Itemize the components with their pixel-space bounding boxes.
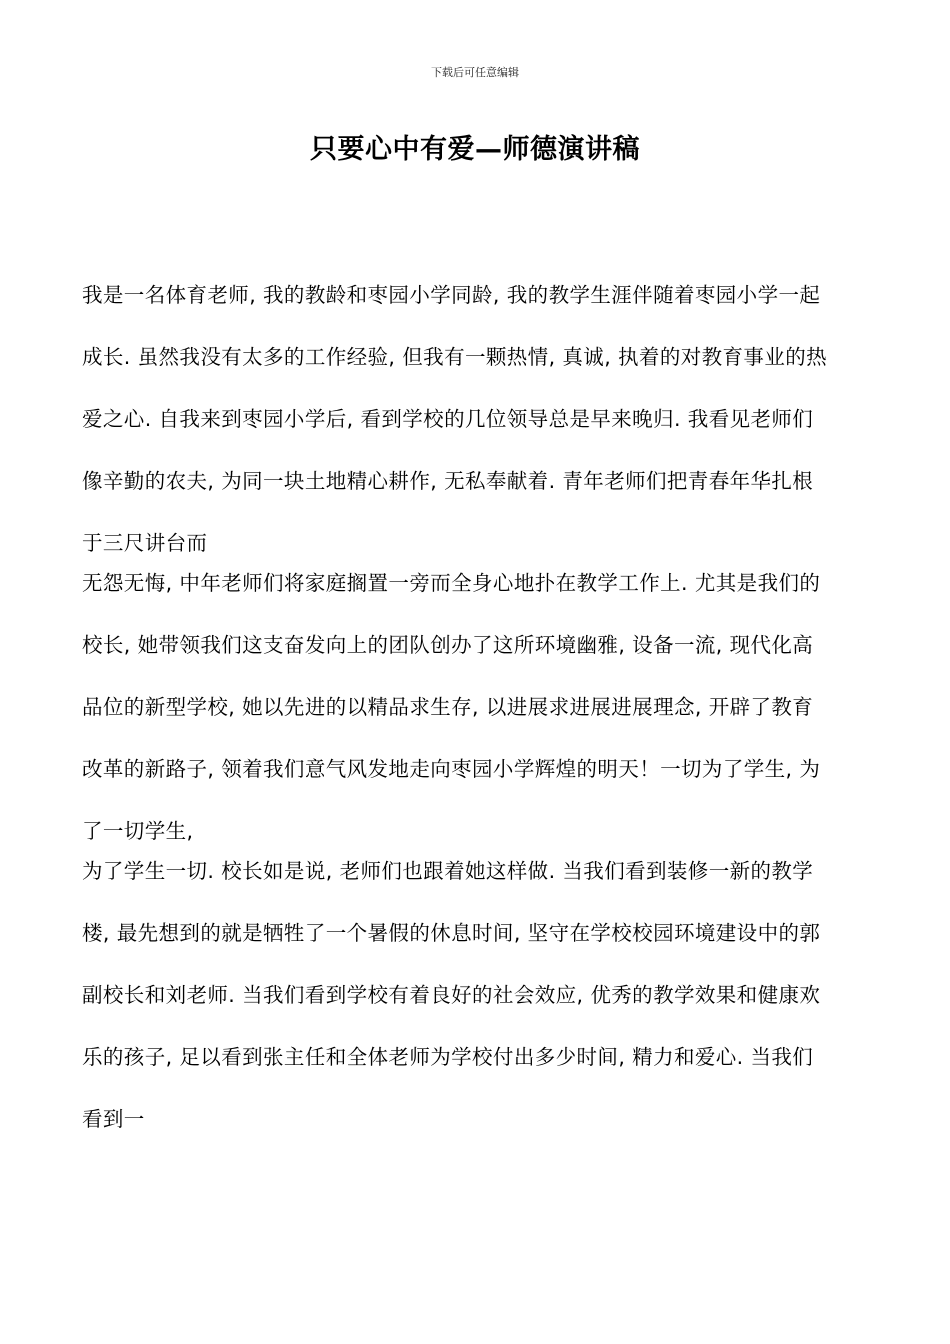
- text-line: 无怨无悔, 中年老师们将家庭搁置一旁而全身心地扑在教学工作上. 尤其是我们的: [82, 571, 821, 595]
- text-line: 于三尺讲台而: [82, 531, 208, 555]
- document-title: 只要心中有爱—师德演讲稿: [310, 134, 640, 165]
- text-line: 像辛勤的农夫, 为同一块土地精心耕作, 无私奉献着. 青年老师们把青春年华扎根: [82, 469, 814, 493]
- text-line: 校长, 她带领我们这支奋发向上的团队创办了这所环境幽雅, 设备一流, 现代化高: [82, 633, 814, 657]
- text-line: 我是一名体育老师, 我的教龄和枣园小学同龄, 我的教学生涯伴随着枣园小学一起: [82, 283, 821, 307]
- text-line: 了一切学生,: [82, 819, 194, 843]
- text-line: 成长. 虽然我没有太多的工作经验, 但我有一颗热情, 真诚, 执着的对教育事业的热: [82, 345, 828, 369]
- text-line: 爱之心. 自我来到枣园小学后, 看到学校的几位领导总是早来晚归. 我看见老师们: [82, 407, 814, 431]
- text-line: 副校长和刘老师. 当我们看到学校有着良好的社会效应, 优秀的教学效果和健康欢: [82, 983, 821, 1007]
- text-line: 为了学生一切. 校长如是说, 老师们也跟着她这样做. 当我们看到装修一新的教学: [82, 859, 814, 883]
- text-line: 乐的孩子, 足以看到张主任和全体老师为学校付出多少时间, 精力和爱心. 当我们: [82, 1045, 814, 1069]
- body-text: [82, 276, 872, 1162]
- header-note: 下载后可任意编辑: [431, 66, 519, 79]
- text-line: 看到一: [82, 1107, 145, 1131]
- text-line: 改革的新路子, 领着我们意气风发地走向枣园小学辉煌的明天！一切为了学生, 为: [82, 757, 821, 781]
- text-line: 品位的新型学校, 她以先进的以精品求生存, 以进展求进展进展理念, 开辟了教育: [82, 695, 814, 719]
- text-line: 楼, 最先想到的就是牺牲了一个暑假的休息时间, 坚守在学校校园环境建设中的郭: [82, 921, 821, 945]
